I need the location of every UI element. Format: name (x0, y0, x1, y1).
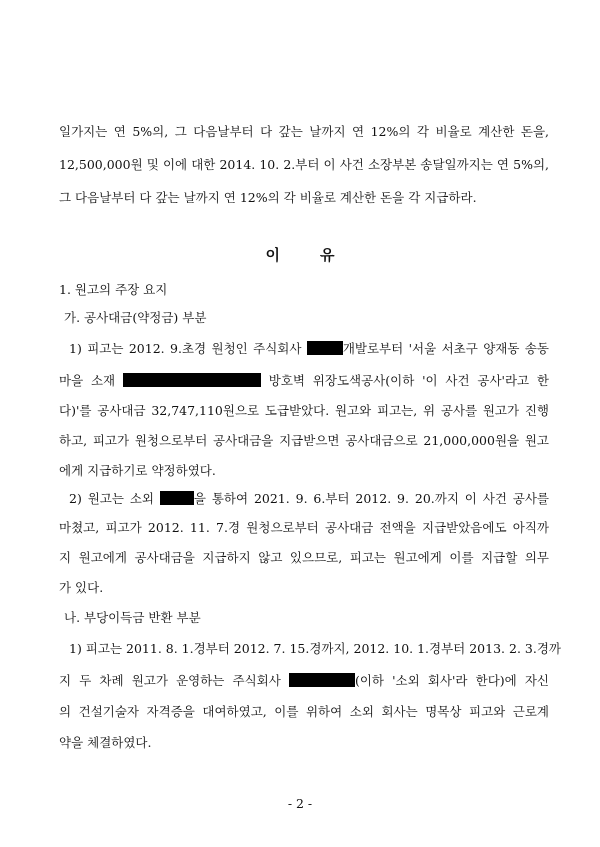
body-line: 1) 피고는 2011. 8. 1.경부터 2012. 7. 15.경까지, 2012. 10. 1.경부터 2013. 2. 3.경까 (69, 641, 561, 656)
section-heading: 1. 원고의 주장 요지 (59, 282, 168, 297)
body-line: 의 건설기술자 자격증을 대여하였고, 이를 위하여 소외 회사는 명목상 피고와 근로계 (59, 704, 549, 719)
page-number: - 2 - (287, 796, 313, 811)
redaction-bar (307, 341, 343, 355)
body-line: 지 두 차례 원고가 운영하는 주식회사 (이하 '소외 회사'라 한다)에 자신 (59, 673, 550, 688)
subsection-heading: 나. 부당이득금 반환 부분 (64, 610, 201, 625)
title-char: 유 (320, 246, 335, 264)
redaction-bar (123, 373, 261, 387)
body-line: 하고, 피고가 원청으로부터 공사대금을 지급받으면 공사대금으로 21,000,000원을 원고 (59, 433, 549, 448)
body-line: 12,500,000원 및 이에 대한 2014. 10. 2.부터 이 사건 소장부본 송달일까지는 연 5%의, (59, 157, 549, 172)
body-line: 에게 지급하기로 약정하였다. (59, 463, 216, 478)
subsection-heading: 가. 공사대금(약정금) 부분 (64, 310, 207, 325)
body-line: 2) 원고는 소외 을 통하여 2021. 9. 6.부터 2012. 9. 20.까지 이 사건 공사를 (69, 491, 550, 506)
redaction-bar (289, 673, 355, 687)
body-line: 다)'를 공사대금 32,747,110원으로 도급받았다. 원고와 피고는, 위 공사를 원고가 진행 (59, 403, 549, 418)
body-line: 1) 피고는 2012. 9.초경 원청인 주식회사 개발로부터 '서울 서초구 양재동 송동 (69, 341, 549, 356)
body-line: 지 원고에게 공사대금을 지급하지 않고 있으므로, 피고는 원고에게 이를 지급할 의무 (59, 550, 549, 565)
body-line: 마을 소재 방호벽 위장도색공사(이하 '이 사건 공사'라고 한 (59, 373, 550, 388)
body-line: 일가지는 연 5%의, 그 다음날부터 다 갚는 날까지 연 12%의 각 비율로 계산한 돈을, (59, 124, 549, 139)
title-char: 이 (265, 246, 280, 264)
body-line: 약을 체결하였다. (59, 735, 152, 750)
redaction-bar (160, 491, 194, 505)
body-line: 가 있다. (59, 580, 104, 595)
section-title (0, 244, 600, 265)
body-line: 마쳤고, 피고가 2012. 11. 7.경 원청으로부터 공사대금 전액을 지급받았음에도 아직까 (59, 520, 549, 535)
body-line: 그 다음날부터 다 갚는 날까지 연 12%의 각 비율로 계산한 돈을 각 지급하라. (59, 190, 477, 205)
